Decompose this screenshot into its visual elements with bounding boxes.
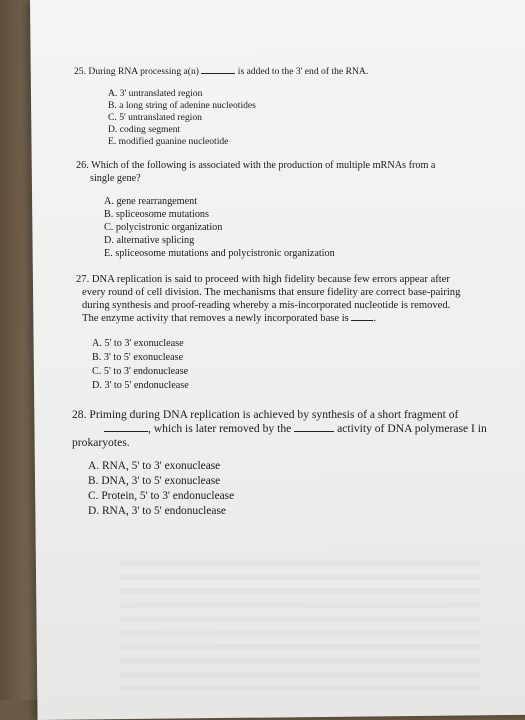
option-28-c <box>88 490 234 502</box>
option-28-d <box>88 505 226 517</box>
option-27-c <box>92 366 188 377</box>
option-28-a <box>88 460 220 472</box>
option-27-d <box>92 380 189 391</box>
option-text: 3' to 5' exonuclease <box>103 352 184 363</box>
question-text: The enzyme activity that removes a newly incorporated base is <box>82 313 349 324</box>
question-text: prokaryotes. <box>72 436 130 449</box>
question-text: During RNA processing a(n) <box>88 66 199 77</box>
question-text: during synthesis and proof-reading whereby a mis-incorporated nucleotide is removed. <box>82 300 451 311</box>
option-28-b <box>88 475 220 487</box>
option-letter: D. <box>88 505 100 517</box>
answer-blank <box>351 320 373 321</box>
option-25-a <box>108 88 202 99</box>
option-27-b <box>92 352 183 363</box>
option-text: 5' to 3' endonuclease <box>103 366 189 377</box>
option-letter: B. <box>88 475 99 487</box>
answer-blank <box>201 73 235 74</box>
option-text: DNA, 3' to 5' exonuclease <box>101 475 221 487</box>
question-27-line-3 <box>82 300 450 311</box>
option-letter: D. <box>104 235 114 246</box>
option-letter: A. <box>104 196 114 207</box>
question-number: 26. <box>76 160 89 171</box>
option-letter: C. <box>88 490 99 502</box>
question-text: every round of cell division. The mechanisms that ensure fidelity are correct base-pairing <box>82 287 461 298</box>
option-text: polycistronic organization <box>115 222 223 233</box>
option-letter: D. <box>108 124 118 135</box>
question-text: activity of DNA polymerase I in <box>337 422 487 435</box>
option-letter: C. <box>92 366 102 377</box>
option-25-e <box>108 136 228 147</box>
option-letter: E. <box>104 248 113 259</box>
option-text: RNA, 5' to 3' exonuclease <box>101 460 221 472</box>
question-text: Priming during DNA replication is achieved by synthesis of a short fragment of <box>89 408 459 421</box>
option-27-a <box>92 338 184 349</box>
question-text: is added to the 3' end of the RNA. <box>237 66 369 77</box>
question-26-line-2 <box>90 173 141 184</box>
option-text: 5' untranslated region <box>119 112 202 123</box>
option-letter: E. <box>108 136 117 147</box>
option-text: 5' to 3' exonuclease <box>104 338 184 349</box>
answer-blank <box>104 431 148 432</box>
option-letter: C. <box>104 222 114 233</box>
option-25-d <box>108 124 180 135</box>
option-26-d <box>104 235 194 246</box>
option-letter: A. <box>88 460 100 472</box>
question-text: Which of the following is associated with the production of multiple mRNAs from a <box>91 160 436 171</box>
option-text: 3' untranslated region <box>119 88 203 99</box>
option-26-e <box>104 248 335 259</box>
option-letter: A. <box>108 88 118 99</box>
option-text: coding segment <box>119 124 181 135</box>
question-25-line-1 <box>74 66 368 77</box>
question-number: 27. <box>76 274 90 285</box>
question-26-line-1 <box>76 160 435 171</box>
question-text: , which is later removed by the <box>148 422 292 435</box>
option-text: gene rearrangement <box>116 196 198 207</box>
option-25-b <box>108 100 256 111</box>
option-text: 3' to 5' endonuclease <box>104 380 189 391</box>
question-28-line-2 <box>104 422 487 435</box>
option-text: RNA, 3' to 5' endonuclease <box>101 505 226 517</box>
option-26-b <box>104 209 209 220</box>
answer-blank <box>294 431 334 432</box>
option-text: a long string of adenine nucleotides <box>119 100 256 111</box>
option-text: spliceosome mutations <box>115 209 209 220</box>
question-28-line-3 <box>72 436 130 449</box>
question-28-line-1 <box>72 408 458 421</box>
option-letter: B. <box>108 100 117 111</box>
option-text: Protein, 5' to 3' endonuclease <box>101 490 235 502</box>
question-number: 28. <box>72 408 87 421</box>
option-text: modified guanine nucleotide <box>118 136 229 147</box>
option-25-c <box>108 112 202 123</box>
question-27-line-1 <box>76 274 450 285</box>
option-letter: D. <box>92 380 102 391</box>
question-text: single gene? <box>90 173 141 184</box>
option-26-a <box>104 196 197 207</box>
option-text: alternative splicing <box>116 235 195 246</box>
option-letter: C. <box>108 112 117 123</box>
option-text: spliceosome mutations and polycistronic organization <box>115 248 335 259</box>
question-27-line-2 <box>82 287 460 298</box>
option-letter: B. <box>92 352 102 363</box>
option-letter: B. <box>104 209 114 220</box>
question-27-line-4: The enzyme activity that removes a newly incorporated base is . <box>82 313 377 324</box>
question-number: 25. <box>74 66 86 77</box>
question-text: DNA replication is said to proceed with high fidelity because few errors appear after <box>91 274 450 285</box>
option-letter: A. <box>92 338 102 349</box>
option-26-c <box>104 222 222 233</box>
